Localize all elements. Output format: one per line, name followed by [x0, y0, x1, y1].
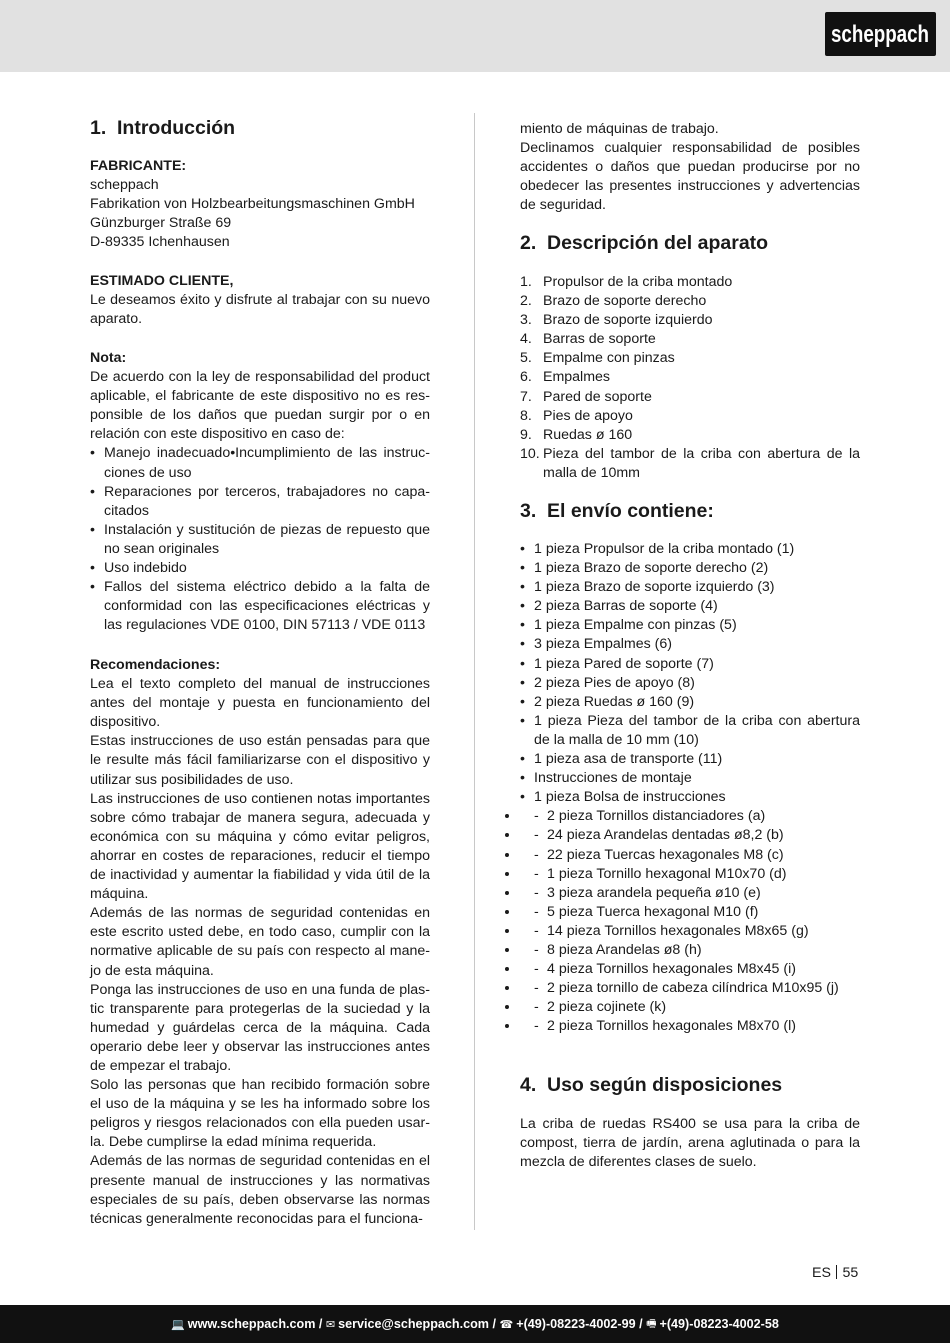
- list-item: 3. Brazo de soporte izquierdo: [520, 312, 713, 329]
- logo-wordmark: [828, 16, 933, 52]
- list-item: • Reparaciones por terceros, trabajadores no capacitados: [90, 483, 430, 521]
- fax-icon: 🖷: [646, 1317, 657, 1330]
- list-item: • 1 pieza Bolsa de instrucciones: [520, 788, 860, 807]
- note-label: Nota:: [90, 350, 127, 366]
- list-item: • 1 pieza asa de transporte (11): [520, 750, 860, 769]
- note-list: [90, 444, 430, 635]
- package-contents: [520, 540, 860, 1036]
- svg-text:scheppach: scheppach: [831, 21, 929, 48]
- manufacturer-line: D-89335 Ichenhausen: [90, 234, 230, 251]
- list-item: • 1 pieza Brazo de soporte izquierdo (3): [520, 578, 860, 597]
- email-icon: ✉: [325, 1318, 336, 1331]
- computer-icon: 💻: [171, 1318, 185, 1331]
- phone-icon: ☎: [499, 1318, 514, 1331]
- note-block: [90, 349, 430, 635]
- customer-text: Le deseamos éxito y disfrute al trabajar con su nuevo aparato.: [90, 292, 430, 328]
- list-item: - • 22 pieza Tuercas hexagonales M8 (c): [520, 846, 860, 865]
- paragraph: Además de las normas de seguridad contenidas en el presente manual de instrucciones y las normativas especiales de su país, deben observarse las normas técnicas generalmente reconocidas para el funciona-: [90, 1153, 430, 1227]
- list-item: • 1 pieza Pared de soporte (7): [520, 655, 860, 674]
- list-item: 1. Propulsor de la criba montado: [520, 274, 733, 290]
- manufacturer-line: Günzburger Straße 69: [90, 215, 232, 232]
- section-heading-introduccion: 1. Introducción: [90, 117, 236, 139]
- list-item: - • 24 pieza Arandelas dentadas ø8,2 (b): [520, 826, 860, 845]
- list-item: 9. Ruedas ø 160: [520, 426, 633, 443]
- list-item: 5. Empalme con pinzas: [520, 350, 675, 367]
- footer-contact-bar: 💻 www.scheppach.com / ✉ service@scheppach.com / ☎ +(49)-08223-4002-99 / 🖷 +(49)-08223-4002-58: [0, 1305, 950, 1343]
- paragraph: Declinamos cualquier responsabilidad de posibles accidentes o daños que puedan producirse por no obedecer las presentes instrucciones y advertencias de seguridad.: [520, 140, 860, 214]
- footer-phone: +(49)-08223-4002-99: [516, 1317, 636, 1331]
- footer-fax: +(49)-08223-4002-58: [659, 1317, 779, 1331]
- column-divider: [474, 113, 475, 1230]
- list-item: • 3 pieza Empalmes (6): [520, 635, 860, 654]
- list-item: - • 2 pieza cojinete (k): [520, 998, 860, 1017]
- parts-description-list: [520, 273, 860, 483]
- section-heading-uso: 4. Uso según disposiciones: [520, 1074, 783, 1096]
- paragraph: La criba de ruedas RS400 se usa para la criba de compost, tierra de jardín, arena aglutinada o para la mezcla de diferentes clases de suelo.: [520, 1116, 860, 1171]
- list-item: 7. Pared de soporte: [520, 388, 652, 405]
- list-item: • 2 pieza Ruedas ø 160 (9): [520, 693, 860, 712]
- note-text: De acuerdo con la ley de responsabilidad del product aplicable, el fabricante de este dispositivo no es responsible de los daños que puedan surgir por o en relación con este dispositivo en caso de:: [90, 369, 430, 443]
- customer-block: [90, 272, 430, 329]
- paragraph: Solo las personas que han recibido formación sobre el uso de la máquina y se les ha informado sobre los peligros y riesgos relacionados con ella pueden usarla. Debe cumplirse la edad mínima requerida.: [90, 1077, 430, 1151]
- list-item: • Instrucciones de montaje: [520, 769, 860, 788]
- list-item: 10. Pieza del tambor de la criba con abertura de la malla de 10mm: [520, 445, 860, 481]
- header-band: [0, 0, 950, 72]
- list-item: - • 4 pieza Tornillos hexagonales M8x45 (i): [520, 960, 860, 979]
- list-item: - • 1 pieza Tornillo hexagonal M10x70 (d): [520, 865, 860, 884]
- list-item: 4. Barras de soporte: [520, 331, 656, 348]
- recommendations-label: Recomendaciones:: [90, 657, 221, 673]
- list-item: - • 3 pieza arandela pequeña ø10 (e): [520, 884, 860, 903]
- list-item: - • 8 pieza Arandelas ø8 (h): [520, 941, 860, 960]
- manufacturer-line: scheppach: [90, 177, 159, 194]
- paragraph: Lea el texto completo del manual de instrucciones antes del montaje y puesta en funcionamiento del dispositivo.: [90, 676, 430, 731]
- list-item: • 1 pieza Pieza del tambor de la criba con abertura de la malla de 10 mm (10): [520, 712, 860, 750]
- list-item: - • 2 pieza Tornillos distanciadores (a): [520, 807, 860, 826]
- scheppach-logo: [825, 12, 936, 56]
- paragraph: Las instrucciones de uso contienen notas importantes sobre cómo trabajar de manera segura, adecuada y económica con su máquina y cómo evitar peligros, ahorrar en costes de reparaciones, reducir el tiempo de inactividad y aumentar la fiabilidad y vida útil de la máquina.: [90, 790, 430, 903]
- manufacturer-label: FABRICANTE:: [90, 158, 187, 174]
- list-item: • Instalación y sustitución de piezas de repuesto que no sean originales: [90, 521, 430, 559]
- continuation-block: [520, 120, 860, 215]
- list-item: • 1 pieza Propulsor de la criba montado (1): [520, 540, 860, 559]
- list-item: • Fallos del sistema eléctrico debido a la falta de conformidad con las especificaciones eléctricas y las regulaciones VDE 0100, DIN 57113 / VDE 0113: [90, 578, 430, 635]
- list-item: 2. Brazo de soporte derecho: [520, 293, 707, 310]
- footer-web-link[interactable]: www.scheppach.com: [187, 1317, 316, 1331]
- manufacturer-line: Fabrikation von Holzbearbeitungsmaschinen GmbH: [90, 196, 415, 213]
- hardware-sublist: [520, 807, 860, 1036]
- list-item: - • 2 pieza tornillo de cabeza cilíndrica M10x95 (j): [520, 979, 860, 998]
- list-item: • 2 pieza Barras de soporte (4): [520, 597, 860, 616]
- list-item: • Manejo inadecuado•Incumplimiento de las instrucciones de uso: [90, 444, 430, 482]
- list-item: • Uso indebido: [90, 559, 430, 578]
- list-item: 8. Pies de apoyo: [520, 407, 633, 424]
- list-item: 6. Empalmes: [520, 369, 611, 386]
- package-list: [520, 540, 860, 807]
- paragraph: miento de máquinas de trabajo.: [520, 121, 719, 137]
- list-item: - • 14 pieza Tornillos hexagonales M8x65 (g): [520, 922, 860, 941]
- list-item: - • 2 pieza Tornillos hexagonales M8x70 (l): [520, 1017, 860, 1036]
- page-number: ES 55: [812, 1265, 859, 1281]
- section-heading-envio: 3. El envío contiene:: [520, 500, 714, 522]
- section-heading-descripcion: 2. Descripción del aparato: [520, 232, 769, 254]
- manufacturer-block: [90, 157, 430, 252]
- paragraph: Además de las normas de seguridad contenidas en este escrito usted debe, en todo caso, cumplir con la normative aplicable de su país con respecto al manejo de esta máquina.: [90, 905, 430, 979]
- paragraph: Estas instrucciones de uso están pensadas para que le resulte más fácil familiarizarse con el dispositivo y utilizar sus posibilidades de uso.: [90, 733, 430, 788]
- list-item: • 2 pieza Pies de apoyo (8): [520, 674, 860, 693]
- footer-email-link[interactable]: service@scheppach.com: [338, 1317, 490, 1331]
- list-item: • 1 pieza Empalme con pinzas (5): [520, 616, 860, 635]
- list-item: - • 5 pieza Tuerca hexagonal M10 (f): [520, 903, 860, 922]
- paragraph: Ponga las instrucciones de uso en una funda de plastic transparente para protegerlas de la suciedad y la humedad y guárdelas cerca de la máquina. Cada operario debe leer y observar las instrucciones antes de empezar el trabajo.: [90, 981, 430, 1074]
- customer-label: ESTIMADO CLIENTE,: [90, 273, 234, 289]
- recommendations-block: [90, 656, 430, 1229]
- list-item: • 1 pieza Brazo de soporte derecho (2): [520, 559, 860, 578]
- page-number-separator: [836, 1265, 838, 1279]
